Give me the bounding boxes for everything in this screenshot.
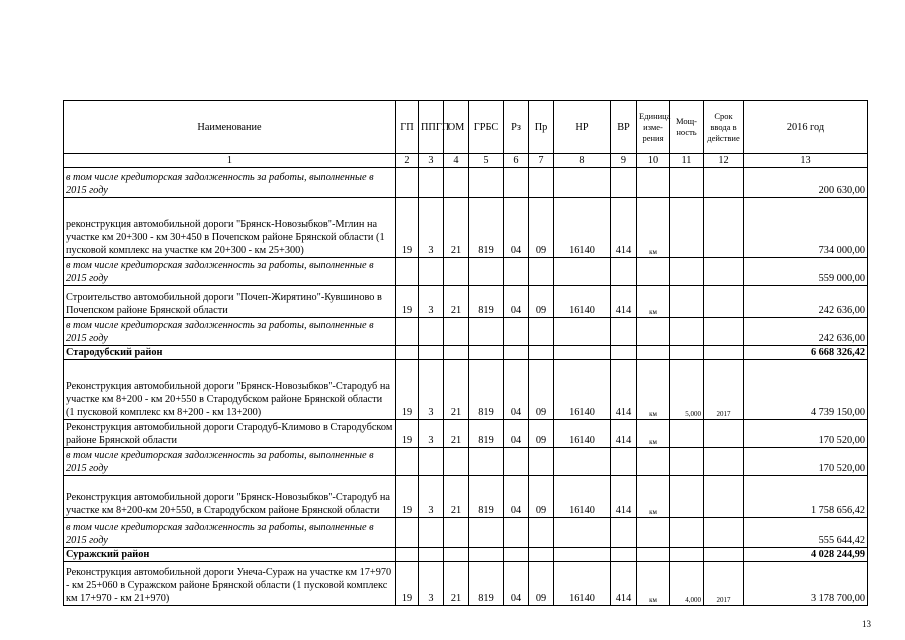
table-cell-grbs: 819: [469, 420, 504, 448]
table-cell-rz: 04: [504, 476, 529, 518]
table-cell-pr: [529, 258, 554, 286]
column-number: 8: [554, 154, 611, 168]
table-cell-np: 16140: [554, 562, 611, 606]
table-cell-rz: 04: [504, 286, 529, 318]
table-cell-amount: 242 636,00: [744, 286, 868, 318]
table-cell-ppgp: [419, 518, 444, 548]
table-cell-power: [670, 476, 704, 518]
table-cell-pr: [529, 548, 554, 562]
table-cell-term: [704, 346, 744, 360]
header-np: НР: [554, 101, 611, 154]
table-cell-amount: 4 028 244,99: [744, 548, 868, 562]
table-cell-name: Строительство автомобильной дороги "Почеп-Жирятино"-Кувшиново в Почепском районе Брянской области: [64, 286, 396, 318]
column-number: 5: [469, 154, 504, 168]
column-number: 7: [529, 154, 554, 168]
table-cell-vr: 414: [611, 198, 637, 258]
table-cell-term: [704, 548, 744, 562]
table-cell-vr: 414: [611, 360, 637, 420]
table-cell-vr: [611, 346, 637, 360]
table-cell-name: в том числе кредиторская задолженность за работы, выполненные в 2015 году: [64, 258, 396, 286]
page-number: 13: [862, 619, 871, 629]
table-cell-term: [704, 420, 744, 448]
table-cell-gp: [396, 346, 419, 360]
table-cell-pr: 09: [529, 198, 554, 258]
table-cell-vr: [611, 518, 637, 548]
table-cell-grbs: [469, 318, 504, 346]
table-cell-om: [444, 518, 469, 548]
table-row: [64, 518, 868, 548]
table-cell-name: в том числе кредиторская задолженность за работы, выполненные в 2015 году: [64, 518, 396, 548]
table-row: [64, 198, 868, 258]
table-cell-amount: 242 636,00: [744, 318, 868, 346]
table-cell-rz: 04: [504, 360, 529, 420]
table-cell-ppgp: [419, 168, 444, 198]
table-cell-term: [704, 318, 744, 346]
table-cell-power: [670, 318, 704, 346]
table-cell-ppgp: [419, 548, 444, 562]
table-cell-ppgp: 3: [419, 476, 444, 518]
table-cell-power: [670, 258, 704, 286]
table-cell-amount: 6 668 326,42: [744, 346, 868, 360]
table-cell-vr: 414: [611, 286, 637, 318]
table-cell-term: [704, 286, 744, 318]
table-row: [64, 346, 868, 360]
table-row: [64, 420, 868, 448]
table-cell-unit: [637, 258, 670, 286]
table-cell-vr: [611, 168, 637, 198]
header-vr: ВР: [611, 101, 637, 154]
table-body: [64, 168, 868, 606]
header-unit: Единица изме-рения: [637, 101, 670, 154]
table-cell-om: [444, 548, 469, 562]
table-cell-unit: [637, 318, 670, 346]
table-cell-term: [704, 258, 744, 286]
table-cell-amount: 559 000,00: [744, 258, 868, 286]
table-cell-om: 21: [444, 476, 469, 518]
table-cell-om: 21: [444, 360, 469, 420]
table-cell-name: в том числе кредиторская задолженность за работы, выполненные в 2015 году: [64, 168, 396, 198]
table-cell-term: [704, 476, 744, 518]
table-cell-power: [670, 448, 704, 476]
table-cell-power: [670, 286, 704, 318]
table-cell-gp: 19: [396, 198, 419, 258]
table-cell-gp: [396, 548, 419, 562]
table-cell-vr: [611, 448, 637, 476]
table-cell-power: [670, 518, 704, 548]
table-cell-name: в том числе кредиторская задолженность за работы, выполненные в 2015 году: [64, 318, 396, 346]
table-cell-unit: км: [637, 476, 670, 518]
table-cell-rz: [504, 168, 529, 198]
table-cell-amount: 200 630,00: [744, 168, 868, 198]
column-number: 1: [64, 154, 396, 168]
header-rz: Рз: [504, 101, 529, 154]
table-cell-term: 2017: [704, 360, 744, 420]
table-row: [64, 318, 868, 346]
table-cell-gp: [396, 318, 419, 346]
table-cell-unit: [637, 548, 670, 562]
table-cell-grbs: 819: [469, 562, 504, 606]
table-cell-pr: 09: [529, 476, 554, 518]
table-cell-grbs: [469, 258, 504, 286]
table-cell-grbs: 819: [469, 360, 504, 420]
table-cell-grbs: 819: [469, 198, 504, 258]
column-number: 9: [611, 154, 637, 168]
table-cell-unit: [637, 346, 670, 360]
table-cell-gp: 19: [396, 476, 419, 518]
table-cell-om: [444, 258, 469, 286]
table-cell-rz: [504, 448, 529, 476]
table-cell-name: Реконструкция автомобильной дороги Унеча-Сураж на участке км 17+970 - км 25+060 в Суражском районе Брянской области (1 пусковой комплекс км 17+970 - км 21+970): [64, 562, 396, 606]
table-cell-ppgp: 3: [419, 286, 444, 318]
table-cell-vr: 414: [611, 562, 637, 606]
table-cell-pr: [529, 346, 554, 360]
table-cell-gp: [396, 258, 419, 286]
table-cell-unit: км: [637, 420, 670, 448]
table-cell-unit: км: [637, 360, 670, 420]
table-cell-power: 4,000: [670, 562, 704, 606]
table-cell-vr: 414: [611, 420, 637, 448]
table-cell-unit: [637, 168, 670, 198]
table-cell-name: реконструкция автомобильной дороги "Брянск-Новозыбков"-Мглин на участке км 20+300 - км 30+450 в Почепском районе Брянской области (1 пусковой комплекс на участке км 20+300 - км 25+300): [64, 198, 396, 258]
table-cell-grbs: 819: [469, 286, 504, 318]
table-cell-np: [554, 258, 611, 286]
table-cell-gp: 19: [396, 562, 419, 606]
column-number: 13: [744, 154, 868, 168]
table-cell-ppgp: [419, 448, 444, 476]
table-cell-np: [554, 168, 611, 198]
table-cell-pr: 09: [529, 562, 554, 606]
table-cell-rz: [504, 518, 529, 548]
table-cell-om: 21: [444, 198, 469, 258]
header-name: Наименование: [64, 101, 396, 154]
table-cell-pr: [529, 518, 554, 548]
table-cell-om: [444, 168, 469, 198]
table-cell-np: 16140: [554, 286, 611, 318]
header-gp: ГП: [396, 101, 419, 154]
header-ppgp: ППГП: [419, 101, 444, 154]
header-row: [64, 101, 868, 154]
table-cell-pr: [529, 448, 554, 476]
column-number: 11: [670, 154, 704, 168]
table-cell-om: 21: [444, 562, 469, 606]
table-cell-grbs: [469, 518, 504, 548]
table-cell-amount: 734 000,00: [744, 198, 868, 258]
table-cell-term: [704, 448, 744, 476]
table-cell-term: [704, 168, 744, 198]
column-number: 12: [704, 154, 744, 168]
table-cell-unit: км: [637, 198, 670, 258]
table-cell-name: Стародубский район: [64, 346, 396, 360]
table-cell-np: [554, 518, 611, 548]
table-cell-rz: [504, 346, 529, 360]
column-number-row: [64, 154, 868, 168]
table-cell-om: [444, 346, 469, 360]
table-cell-np: 16140: [554, 360, 611, 420]
table-cell-np: [554, 548, 611, 562]
table-cell-name: Суражский район: [64, 548, 396, 562]
table-cell-rz: [504, 548, 529, 562]
table-cell-ppgp: 3: [419, 360, 444, 420]
table-row: [64, 562, 868, 606]
table-cell-om: 21: [444, 420, 469, 448]
table-cell-grbs: 819: [469, 476, 504, 518]
table-cell-om: [444, 448, 469, 476]
header-pr: Пр: [529, 101, 554, 154]
table-cell-term: [704, 198, 744, 258]
table-cell-term: [704, 518, 744, 548]
column-number: 2: [396, 154, 419, 168]
table-cell-pr: 09: [529, 286, 554, 318]
table-cell-unit: [637, 448, 670, 476]
header-grbs: ГРБС: [469, 101, 504, 154]
table-cell-unit: км: [637, 562, 670, 606]
table-cell-rz: 04: [504, 562, 529, 606]
column-number: 6: [504, 154, 529, 168]
table-row: [64, 168, 868, 198]
table-cell-amount: 1 758 656,42: [744, 476, 868, 518]
table-cell-pr: 09: [529, 360, 554, 420]
table-cell-power: [670, 346, 704, 360]
table-cell-rz: [504, 318, 529, 346]
table-cell-pr: 09: [529, 420, 554, 448]
table-cell-power: [670, 420, 704, 448]
table-cell-ppgp: [419, 318, 444, 346]
table-row: [64, 548, 868, 562]
table-cell-pr: [529, 318, 554, 346]
table-row: [64, 286, 868, 318]
table-cell-ppgp: 3: [419, 562, 444, 606]
header-term: Срок ввода в действие: [704, 101, 744, 154]
table-cell-rz: [504, 258, 529, 286]
table-cell-vr: [611, 548, 637, 562]
table-cell-ppgp: [419, 258, 444, 286]
table-row: [64, 476, 868, 518]
table-cell-gp: [396, 518, 419, 548]
table-cell-gp: 19: [396, 420, 419, 448]
table-cell-rz: 04: [504, 198, 529, 258]
table-cell-power: 5,000: [670, 360, 704, 420]
table-cell-np: 16140: [554, 476, 611, 518]
table-cell-vr: 414: [611, 476, 637, 518]
table-row: [64, 360, 868, 420]
table-cell-rz: 04: [504, 420, 529, 448]
table-cell-unit: км: [637, 286, 670, 318]
table-cell-np: 16140: [554, 198, 611, 258]
table-cell-gp: 19: [396, 360, 419, 420]
table-cell-name: Реконструкция автомобильной дороги "Брянск-Новозыбков"-Стародуб на участке км 8+200 - км 20+550 в Стародубском районе Брянской области (1 пусковой комплекс км 8+200 - км 13+200): [64, 360, 396, 420]
table-cell-name: в том числе кредиторская задолженность за работы, выполненные в 2015 году: [64, 448, 396, 476]
table-cell-vr: [611, 258, 637, 286]
table-cell-pr: [529, 168, 554, 198]
table-cell-om: [444, 318, 469, 346]
column-number: 10: [637, 154, 670, 168]
table-cell-ppgp: [419, 346, 444, 360]
table-cell-grbs: [469, 168, 504, 198]
table-cell-power: [670, 198, 704, 258]
header-year: 2016 год: [744, 101, 868, 154]
table-cell-name: Реконструкция автомобильной дороги Стародуб-Климово в Стародубском районе Брянской области: [64, 420, 396, 448]
table-cell-np: [554, 346, 611, 360]
table-cell-amount: 3 178 700,00: [744, 562, 868, 606]
header-om: ОМ: [444, 101, 469, 154]
column-number: 3: [419, 154, 444, 168]
table-cell-power: [670, 548, 704, 562]
header-power: Мощ-ность: [670, 101, 704, 154]
table-cell-name: Реконструкция автомобильной дороги "Брянск-Новозыбков"-Стародуб на участке км 8+200-км 20+550, в Стародубском районе Брянской области: [64, 476, 396, 518]
table-row: [64, 448, 868, 476]
table-cell-vr: [611, 318, 637, 346]
table-cell-np: [554, 318, 611, 346]
budget-table: [63, 100, 868, 606]
table-cell-amount: 555 644,42: [744, 518, 868, 548]
table-cell-gp: [396, 448, 419, 476]
table-cell-amount: 170 520,00: [744, 420, 868, 448]
table-cell-om: 21: [444, 286, 469, 318]
table-cell-grbs: [469, 548, 504, 562]
table-cell-grbs: [469, 346, 504, 360]
table-cell-power: [670, 168, 704, 198]
table-row: [64, 258, 868, 286]
table-cell-ppgp: 3: [419, 198, 444, 258]
table-cell-np: 16140: [554, 420, 611, 448]
table-cell-term: 2017: [704, 562, 744, 606]
table-cell-unit: [637, 518, 670, 548]
table-cell-amount: 170 520,00: [744, 448, 868, 476]
table-cell-np: [554, 448, 611, 476]
table-cell-grbs: [469, 448, 504, 476]
table-cell-ppgp: 3: [419, 420, 444, 448]
table-cell-gp: 19: [396, 286, 419, 318]
column-number: 4: [444, 154, 469, 168]
table-cell-gp: [396, 168, 419, 198]
table-cell-amount: 4 739 150,00: [744, 360, 868, 420]
